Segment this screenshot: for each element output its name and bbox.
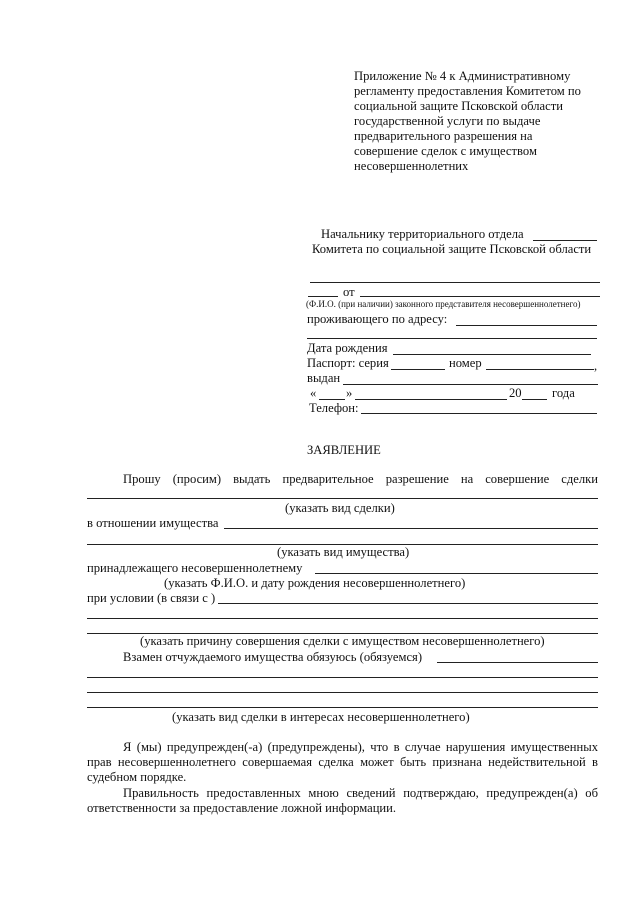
date-open-quote: « — [310, 386, 317, 400]
interest-hint: (указать вид сделки в интересах несовершеннолетнего) — [172, 710, 470, 724]
date-close-quote: » — [346, 386, 353, 400]
passport-series-label: Паспорт: серия — [307, 356, 389, 370]
birth-blank[interactable] — [393, 354, 591, 355]
address-blank-2[interactable] — [307, 338, 597, 339]
appendix-line-6: совершение сделок с имуществом — [354, 144, 537, 158]
condition-label: при условии (в связи с ) — [87, 591, 216, 605]
property-blank[interactable] — [224, 528, 598, 529]
addressee-line-1: Начальнику территориального отдела — [321, 227, 524, 241]
exchange-blank-4[interactable] — [87, 707, 598, 708]
appendix-line-1: Приложение № 4 к Административному — [354, 69, 571, 83]
confirm-line-2: ответственности за предоставление ложной информации. — [87, 801, 397, 815]
exchange-label: Взамен отчуждаемого имущества обязуюсь (обязуемся) — [123, 650, 423, 664]
appendix-line-2: регламенту предоставления Комитетом по — [354, 84, 581, 98]
issued-blank[interactable] — [343, 384, 598, 385]
issued-label: выдан — [307, 371, 341, 385]
exchange-blank-3[interactable] — [87, 692, 598, 693]
minor-hint: (указать Ф.И.О. и дату рождения несовершеннолетнего) — [164, 576, 466, 590]
condition-blank[interactable] — [218, 603, 598, 604]
applicant-blank-line[interactable] — [310, 282, 600, 283]
department-blank[interactable] — [533, 240, 597, 241]
address-blank[interactable] — [456, 325, 597, 326]
warning-line-1: Я (мы) предупрежден(-а) (предупреждены), что в случае нарушения имущественных — [123, 740, 598, 754]
appendix-line-7: несовершеннолетних — [354, 159, 469, 173]
minor-label: принадлежащего несовершеннолетнему — [87, 561, 303, 575]
condition-blank-2[interactable] — [87, 618, 598, 619]
addressee-line-2: Комитета по социальной защите Псковской области — [312, 242, 592, 256]
appendix-line-3: социальной защите Псковской области — [354, 99, 563, 113]
passport-number-label: номер — [449, 356, 482, 370]
fio-note: (Ф.И.О. (при наличии) законного представителя несовершеннолетнего) — [306, 299, 581, 309]
from-label: от — [343, 285, 355, 299]
statement-title: ЗАЯВЛЕНИЕ — [307, 443, 381, 457]
request-text: Прошу (просим) выдать предварительное разрешение на совершение сделки — [123, 472, 598, 486]
appendix-line-5: предварительного разрешения на — [354, 129, 533, 143]
year-suffix: года — [552, 386, 575, 400]
month-blank[interactable] — [355, 399, 507, 400]
exchange-blank[interactable] — [437, 662, 598, 663]
day-blank[interactable] — [319, 399, 345, 400]
warning-line-2: прав несовершеннолетнего совершаемая сделка может быть признана недействительной в — [87, 755, 598, 769]
year-prefix: 20 — [509, 386, 522, 400]
deal-blank[interactable] — [87, 498, 598, 499]
from-blank-left[interactable] — [308, 296, 338, 297]
phone-blank[interactable] — [361, 413, 597, 414]
minor-blank[interactable] — [315, 573, 598, 574]
passport-number-blank[interactable] — [486, 369, 594, 370]
warning-line-3: судебном порядке. — [87, 770, 187, 784]
deal-hint: (указать вид сделки) — [285, 501, 395, 515]
address-label: проживающего по адресу: — [307, 312, 448, 326]
appendix-line-4: государственной услуги по выдаче — [354, 114, 541, 128]
exchange-blank-2[interactable] — [87, 677, 598, 678]
comma-mark: , — [594, 359, 598, 373]
from-blank-right[interactable] — [360, 296, 600, 297]
year-blank[interactable] — [522, 399, 547, 400]
property-label: в отношении имущества — [87, 516, 219, 530]
birth-label: Дата рождения — [307, 341, 388, 355]
confirm-line-1: Правильность предоставленных мною сведений подтверждаю, предупрежден(а) об — [123, 786, 598, 800]
passport-series-blank[interactable] — [391, 369, 445, 370]
property-hint: (указать вид имущества) — [277, 545, 410, 559]
reason-hint: (указать причину совершения сделки с имуществом несовершеннолетнего) — [140, 634, 545, 648]
phone-label: Телефон: — [309, 401, 359, 415]
